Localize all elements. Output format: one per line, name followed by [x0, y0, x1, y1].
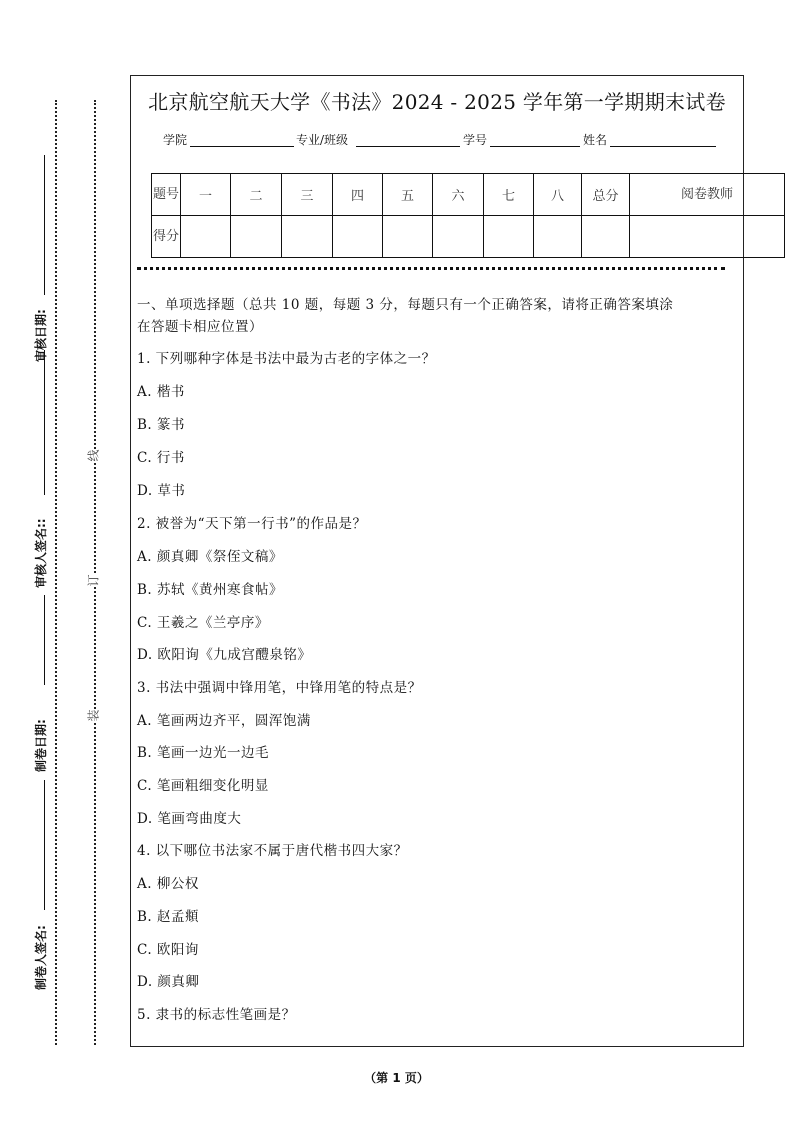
exam-title: 北京航空航天大学《书法》2024 - 2025 学年第一学期期末试卷 — [148, 90, 726, 114]
column-header: 七 — [484, 174, 534, 216]
answer-option: A. 楷书 — [137, 384, 185, 400]
question-text: 2. 被誉为“天下第一行书”的作品是？ — [137, 516, 367, 532]
binding-margin-inner-dotted-line — [94, 100, 96, 1045]
college-field[interactable] — [190, 146, 294, 147]
column-header: 一 — [181, 174, 231, 216]
answer-option: A. 笔画两边齐平，圆浑饱满 — [137, 713, 311, 729]
question-text: 3. 书法中强调中锋用笔，中锋用笔的特点是？ — [137, 680, 422, 696]
name-field[interactable] — [610, 146, 716, 147]
binding-margin-outer-dotted-line — [55, 100, 57, 1045]
answer-option: B. 笔画一边光一边毛 — [137, 745, 270, 761]
answer-option: C. 欧阳询 — [137, 942, 199, 958]
student-id-field[interactable] — [490, 146, 580, 147]
question-text: 4. 以下哪位书法家不属于唐代楷书四大家？ — [137, 843, 408, 859]
signature-line — [44, 350, 45, 495]
score-cell[interactable] — [534, 216, 582, 258]
review-date-label: 审核日期: — [34, 309, 48, 362]
section-heading: 在答题卡相应位置） — [137, 319, 263, 335]
question-number-row — [152, 174, 785, 216]
question-text: 5. 隶书的标志性笔画是？ — [137, 1007, 296, 1023]
row-header: 题号 — [152, 174, 181, 216]
score-cell[interactable] — [231, 216, 282, 258]
column-header: 阅卷教师 — [630, 174, 785, 216]
answer-option: B. 苏轼《黄州寒食帖》 — [137, 582, 284, 598]
column-header: 八 — [534, 174, 582, 216]
answer-option: C. 行书 — [137, 450, 185, 466]
reviewer-signature-label: 审核人签名:: — [34, 518, 48, 588]
answer-option: C. 王羲之《兰亭序》 — [137, 615, 269, 631]
answer-option: B. 篆书 — [137, 417, 186, 433]
answer-option: C. 笔画粗细变化明显 — [137, 778, 269, 794]
score-cell[interactable] — [282, 216, 333, 258]
answer-option: D. 欧阳询《九成宫醴泉铭》 — [137, 647, 312, 663]
signature-line — [44, 780, 45, 910]
binding-char-zhuang: 装 — [86, 709, 101, 722]
column-header: 六 — [433, 174, 484, 216]
section-heading: 一、单项选择题（总共 10 题，每题 3 分，每题只有一个正确答案，请将正确答案填涂 — [137, 297, 674, 313]
answer-option: D. 笔画弯曲度大 — [137, 811, 242, 827]
row-header: 得分 — [152, 216, 181, 258]
column-header: 二 — [231, 174, 282, 216]
score-cell[interactable] — [484, 216, 534, 258]
college-label: 学院 — [163, 133, 188, 147]
column-header: 五 — [383, 174, 433, 216]
column-header: 总分 — [582, 174, 630, 216]
dotted-separator — [137, 267, 725, 270]
binding-char-xian: 线 — [86, 449, 101, 462]
score-cell[interactable] — [181, 216, 231, 258]
maker-date-label: 制卷日期: — [34, 719, 48, 772]
signature-line — [44, 595, 45, 685]
column-header: 三 — [282, 174, 333, 216]
column-header: 四 — [333, 174, 383, 216]
answer-option: B. 赵孟頫 — [137, 909, 200, 925]
student-id-label: 学号 — [463, 133, 488, 147]
score-table — [151, 173, 785, 258]
signature-line — [44, 155, 45, 295]
score-cell[interactable] — [433, 216, 484, 258]
score-cell[interactable] — [333, 216, 383, 258]
score-cell[interactable] — [582, 216, 630, 258]
answer-option: A. 柳公权 — [137, 876, 199, 892]
question-text: 1. 下列哪种字体是书法中最为古老的字体之一？ — [137, 351, 436, 367]
major-class-field[interactable] — [356, 146, 460, 147]
score-cell[interactable] — [630, 216, 785, 258]
binding-char-ding: 订 — [86, 574, 101, 587]
score-cell[interactable] — [383, 216, 433, 258]
answer-option: D. 草书 — [137, 483, 186, 499]
maker-signature-label: 制卷人签名: — [34, 925, 48, 990]
name-label: 姓名 — [583, 133, 608, 147]
score-row — [152, 216, 785, 258]
page-number: （第 1 页） — [364, 1071, 429, 1085]
answer-option: D. 颜真卿 — [137, 974, 200, 990]
major-class-label: 专业/班级 — [296, 133, 349, 147]
answer-option: A. 颜真卿《祭侄文稿》 — [137, 549, 283, 565]
